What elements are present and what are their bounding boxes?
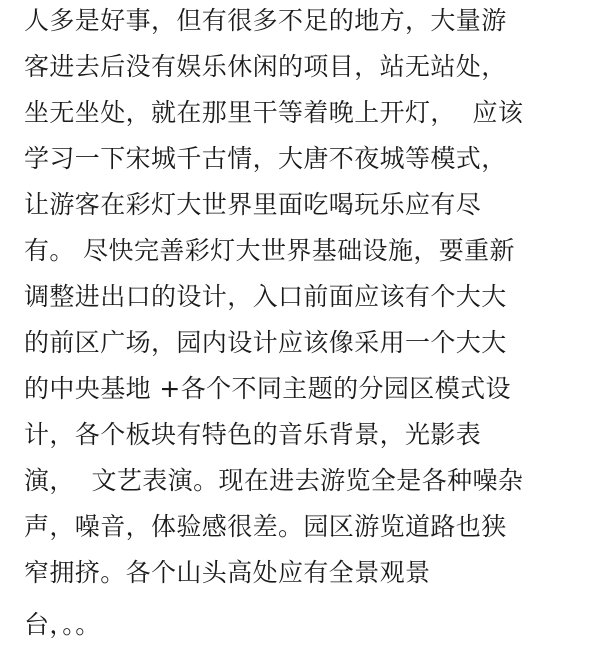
text-line: 人多是好事，但有很多不足的地方，大量游 [24, 6, 507, 35]
text-line: 演， 文艺表演。现在进去游览全是各种噪杂 [24, 466, 524, 495]
text-line: 调整进出口的设计，入口前面应该有个大大 [24, 282, 507, 311]
text-line: 让游客在彩灯大世界里面吃喝玩乐应有尽 [24, 190, 482, 219]
text-line: 计，各个板块有特色的音乐背景，光影表 [24, 420, 482, 449]
text-line: 台，。。 [24, 610, 101, 639]
text-line: 窄拥挤。各个山头高处应有全景观景 [24, 558, 431, 587]
text-line: 学习一下宋城千古情，大唐不夜城等模式， [24, 144, 507, 173]
text-line: 有。 尽快完善彩灯大世界基础设施，要重新 [24, 236, 515, 265]
text-line: 的前区广场，园内设计应该像采用一个大大 [24, 328, 507, 357]
text-line: 的中央基地 +各个不同主题的分园区模式设 [24, 374, 511, 403]
text-line: 客进去后没有娱乐休闲的项目，站无站处， [24, 52, 507, 81]
text-line: 坐无坐处，就在那里干等着晚上开灯， 应该 [24, 98, 524, 127]
text-line: 声，噪音，体验感很差。园区游览道路也狭 [24, 512, 507, 541]
